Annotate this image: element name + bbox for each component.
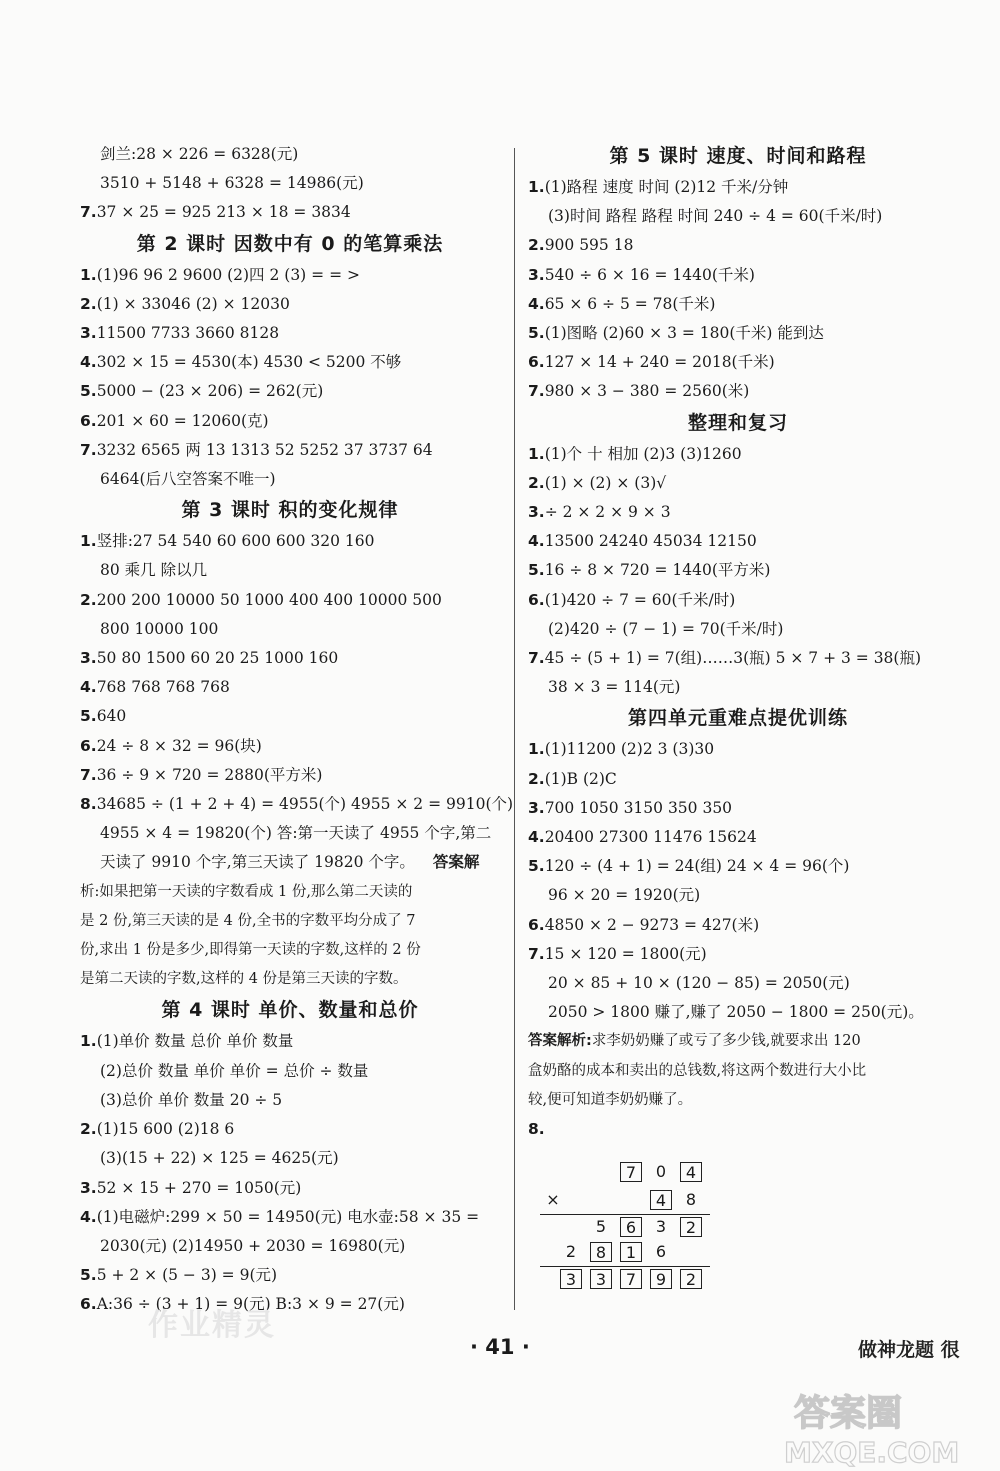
question-number: 5. [528,857,545,876]
left-column [80,140,514,1320]
answer-explanation-line [528,1027,948,1056]
answer-line [80,348,500,377]
question-number: 3. [528,265,545,284]
answer-line [80,702,500,731]
answer-text: 768 768 768 768 [96,678,230,697]
answer-text: (1)420 ÷ 7 = 60(千米/时) [544,590,736,609]
answer-text: 份,求出 1 份是多少,即得第一天读的字数,这样的 2 份 [80,942,421,959]
question-number: 2. [80,1120,97,1139]
question-number: 6. [528,590,545,609]
multiplication-puzzle [540,1158,720,1314]
answer-text: (1) × (2) × (3)√ [544,473,667,492]
puzzle-cell: 3 [590,1269,612,1289]
question-number: 7. [80,203,97,222]
question-number: 6. [528,915,545,934]
answer-text: 120 ÷ (4 + 1) = 24(组) 24 × 4 = 96(个) [544,857,850,876]
question-number: 2. [80,590,97,609]
answer-line [80,673,500,702]
puzzle-cell: 6 [620,1217,642,1237]
answer-line [528,261,948,290]
answer-line [528,231,948,260]
answer-line [80,290,500,319]
question-number: 4. [80,678,97,697]
answer-text: (1)15 600 (2)18 6 [96,1120,235,1139]
answer-text: 45 ÷ (5 + 1) = 7(组)……3(瓶) 5 × 7 + 3 = 38(瓶) [544,649,922,668]
answer-line [80,1144,500,1173]
puzzle-cell: 2 [680,1269,702,1289]
answer-line [80,1261,500,1290]
answer-text: 24 ÷ 8 × 32 = 96(块) [96,736,262,755]
answer-text: 34685 ÷ (1 + 2 + 4) = 4955(个) 4955 × 2 = 9910(个) [96,795,514,814]
question-number: 7. [528,649,545,668]
answer-text: 127 × 14 + 240 = 2018(千米) [544,353,775,372]
answer-text: 38 × 3 = 114(元) [548,678,681,697]
question-number: 1. [80,1032,97,1051]
question-number: 2. [528,236,545,255]
answer-line [528,794,948,823]
question-number: 6. [80,736,97,755]
answer-text: 天读了 9910 个字,第三天读了 19820 个字。 [100,853,415,872]
answer-text: 较,便可知道李奶奶赚了。 [528,1091,693,1108]
answer-line [80,1174,500,1203]
puzzle-cell: 8 [590,1242,612,1262]
answer-line [80,140,500,169]
answer-text: 20400 27300 11476 15624 [544,828,757,847]
puzzle-cell: 9 [650,1269,672,1289]
answer-line [528,173,948,202]
page-number: · 41 · [470,1335,530,1359]
answer-line [80,1232,500,1261]
answer-text: (1) × 33046 (2) × 12030 [96,294,290,313]
answer-text: 700 1050 3150 350 350 [544,798,733,817]
answer-line [528,998,948,1027]
question-number: 6. [80,1295,97,1314]
answer-text: 剑兰:28 × 226 = 6328(元) [100,145,299,163]
times-sign: × [546,1190,560,1209]
question-number: 3. [528,503,545,522]
answer-line [80,644,500,673]
answer-text: 302 × 15 = 4530(本) 4530 < 5200 不够 [96,353,402,372]
answer-text: 800 10000 100 [100,619,219,638]
answer-text: 求李奶奶赚了或亏了多少钱,就要求出 120 [591,1033,861,1050]
answer-line [80,732,500,761]
answer-text: (1)图略 (2)60 × 3 = 180(千米) 能到达 [544,324,824,343]
answer-line [528,202,948,231]
answer-explanation-line [80,878,500,907]
question-number: 7. [80,765,97,784]
question-number: 6. [80,411,97,430]
question-number: 1. [528,740,545,759]
answer-line [528,377,948,406]
answer-label: 答案解析: [528,1033,592,1050]
answer-text: 980 × 3 − 380 = 2560(米) [544,382,750,401]
question-number: 5. [80,707,97,726]
section-heading: 第四单元重难点提优训练 [627,707,848,730]
answer-line [80,848,500,877]
answer-line [80,790,514,819]
answer-text: 65 × 6 ÷ 5 = 78(千米) [544,294,716,313]
answer-text: (1)路程 速度 时间 (2)12 千米/分钟 [544,178,789,196]
answer-text: ÷ 2 × 2 × 9 × 3 [544,503,671,522]
section-heading: 第 4 课时 单价、数量和总价 [161,999,419,1022]
answer-line [528,911,948,940]
answer-text: 6464(后八空答案不唯一) [100,470,276,489]
puzzle-cell: 2 [565,1242,577,1261]
answer-line [528,348,948,377]
question-number: 3. [80,324,97,343]
svg-text:答案圈: 答案圈 [794,1393,903,1434]
answer-line [528,615,948,644]
question-number: 5. [80,382,97,401]
answer-line [528,644,948,673]
answer-text: (1)B (2)C [544,769,617,788]
answer-text: 52 × 15 + 270 = 1050(元) [96,1178,302,1197]
answer-text: 析:如果把第一天读的字数看成 1 份,那么第二天读的 [80,883,413,900]
answer-text: 11500 7733 3660 8128 [96,324,280,343]
answer-text: 13500 24240 45034 12150 [544,532,757,551]
answer-line [528,765,948,794]
question-number: 4. [528,828,545,847]
answer-text: 4955 × 4 = 19820(个) 答:第一天读了 4955 个字,第二 [100,824,492,843]
answer-text: 盒奶酪的成本和卖出的总钱数,将这两个数进行大小比 [528,1062,867,1079]
question-number: 2. [80,294,97,313]
answer-explanation-line [80,965,500,994]
answer-text: (1)11200 (2)2 3 (3)30 [544,740,715,759]
answer-explanation-line [528,1057,948,1086]
answer-explanation-line [80,907,500,936]
question-number: 2. [528,769,545,788]
answer-text: 是第二天读的字数,这样的 4 份是第三天读的字数。 [80,971,408,988]
puzzle-cell: 5 [595,1217,607,1236]
puzzle-cell: 2 [680,1217,702,1237]
answer-text: 3510 + 5148 + 6328 = 14986(元) [100,174,364,193]
answer-line [528,881,948,910]
answer-line [80,1115,500,1144]
answer-text: (3)(15 + 22) × 125 = 4625(元) [100,1149,339,1168]
puzzle-rule [540,1266,710,1267]
answer-line [80,1027,500,1056]
answer-explanation-line [80,936,500,965]
answer-text: 4850 × 2 − 9273 = 427(米) [544,915,760,934]
answer-text: 16 ÷ 8 × 720 = 1440(平方米) [544,561,771,580]
puzzle-cell: 3 [560,1269,582,1289]
section-heading: 整理和复习 [687,411,788,434]
answer-text: 36 ÷ 9 × 720 = 2880(平方米) [96,765,323,784]
answer-line [80,527,500,556]
answer-text: 80 乘几 除以几 [100,561,208,580]
puzzle-cell: 7 [620,1269,642,1289]
question-number: 1. [528,444,545,463]
answer-line [528,498,948,527]
answer-line [528,735,948,764]
question-number: 8. [80,795,97,814]
question-number: 4. [528,532,545,551]
answer-line [80,1086,500,1115]
answer-line [80,1057,500,1086]
puzzle-cell: 1 [620,1242,642,1262]
right-column [528,140,948,1144]
answer-line [528,1115,948,1144]
answer-line [80,556,500,585]
answer-line [80,261,500,290]
answer-line [80,377,500,406]
answer-line [528,556,948,585]
answer-line [528,673,948,702]
question-number: 5. [80,1266,97,1285]
question-number: 4. [80,1207,97,1226]
question-number: 6. [528,353,545,372]
answer-text: 2030(元) (2)14950 + 2030 = 16980(元) [100,1236,406,1255]
puzzle-cell: 8 [685,1190,697,1209]
answer-text: (1)单价 数量 总价 单价 数量 [96,1032,294,1051]
answer-text: 是 2 份,第三天读的是 4 份,全书的字数平均分成了 7 [80,912,416,929]
question-number: 7. [528,382,545,401]
answer-line [80,169,500,198]
answer-line [528,469,948,498]
answer-text: 96 × 20 = 1920(元) [548,886,701,905]
answer-text: (3)时间 路程 路程 时间 240 ÷ 4 = 60(千米/时) [548,207,883,226]
answer-line [80,586,500,615]
answer-line [528,586,948,615]
answer-text: 200 200 10000 50 1000 400 400 10000 500 [96,590,442,609]
section-heading: 第 3 课时 积的变化规律 [181,499,399,522]
answer-text: 15 × 120 = 1800(元) [544,944,707,963]
section-heading: 第 5 课时 速度、时间和路程 [609,145,867,167]
answer-explanation-line [528,1086,948,1115]
question-number: 3. [80,649,97,668]
question-number: 3. [80,1178,97,1197]
answer-line [528,290,948,319]
answer-text: 3232 6565 两 13 1313 52 5252 37 3737 64 [96,440,433,459]
answer-text: 5 + 2 × (5 − 3) = 9(元) [96,1266,278,1285]
answer-text: 37 × 25 = 925 213 × 18 = 3834 [96,203,351,222]
answer-line [80,819,500,848]
question-number: 1. [528,178,545,196]
question-number: 7. [528,944,545,963]
answer-label: 答案解 [432,853,480,872]
question-number: 1. [80,532,97,551]
answer-line [528,823,948,852]
puzzle-cell: 7 [620,1162,642,1182]
question-number: 5. [528,324,545,343]
answer-text: (3)总价 单价 数量 20 ÷ 5 [100,1090,283,1109]
answer-text: 900 595 18 [544,236,634,255]
question-number: 2. [528,473,545,492]
answer-text: (2)总价 数量 单价 单价 = 总价 ÷ 数量 [100,1061,369,1080]
answer-text: (1)个 十 相加 (2)3 (3)1260 [544,444,742,463]
question-number: 5. [528,561,545,580]
answer-line [528,940,948,969]
question-number: 7. [80,440,97,459]
answer-line [528,440,948,469]
question-number: 3. [528,798,545,817]
question-number: 1. [80,265,97,284]
answer-text: 50 80 1500 60 20 25 1000 160 [96,649,339,668]
answer-line [528,969,948,998]
section-heading: 第 2 课时 因数中有 0 的笔算乘法 [136,232,444,255]
answer-text: 5000 − (23 × 206) = 262(元) [96,382,324,401]
puzzle-cell: 4 [650,1190,672,1210]
answer-line [80,407,500,436]
answer-text: 竖排:27 54 540 60 600 600 320 160 [96,532,375,551]
answer-line [80,436,500,465]
answer-line [80,465,500,494]
question-number: 4. [528,294,545,313]
answer-text: (2)420 ÷ (7 − 1) = 70(千米/时) [548,619,784,638]
puzzle-rule [540,1214,710,1215]
answer-text: (1)96 96 2 9600 (2)四 2 (3) = = > [96,265,360,284]
puzzle-cell: 6 [655,1242,667,1261]
puzzle-cell: 4 [680,1162,702,1182]
watermark-logo [774,1380,994,1470]
answer-line [528,852,948,881]
answer-line [80,319,500,348]
answer-text: 2050 > 1800 赚了,赚了 2050 − 1800 = 250(元)。 [548,1003,924,1022]
footer-brand: 做神龙题 很 [858,1339,960,1361]
question-number: 8. [528,1120,545,1139]
answer-text: 640 [96,707,127,726]
faded-stamp: 作业精灵 [148,1308,276,1343]
answer-line [80,761,500,790]
puzzle-cell: 3 [655,1217,667,1236]
column-divider [514,148,515,1310]
answer-text: (1)电磁炉:299 × 50 = 14950(元) 电水壶:58 × 35 = [96,1207,480,1226]
question-number: 4. [80,353,97,372]
svg-text:MXQE.COM: MXQE.COM [784,1436,960,1469]
answer-line [528,527,948,556]
answer-line [80,198,500,227]
answer-text: 20 × 85 + 10 × (120 − 85) = 2050(元) [548,974,850,993]
answer-line [80,615,500,644]
answer-text: 540 ÷ 6 × 16 = 1440(千米) [544,265,755,284]
answer-text: A:36 ÷ (3 + 1) = 9(元) B:3 × 9 = 27(元) [96,1295,405,1314]
answer-line [80,1290,500,1319]
answer-text: 201 × 60 = 12060(克) [96,411,269,430]
answer-line [80,1203,500,1232]
puzzle-cell: 0 [655,1162,667,1181]
answer-line [528,319,948,348]
